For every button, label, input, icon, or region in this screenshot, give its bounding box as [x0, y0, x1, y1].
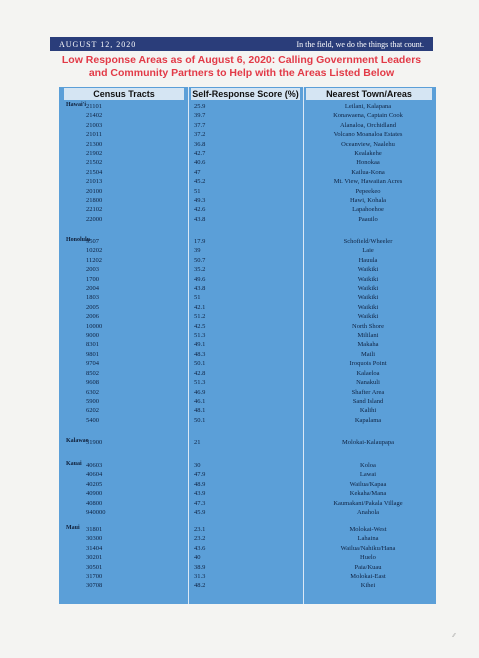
town-cell: Hauula: [358, 256, 378, 264]
tracts-column: [86, 438, 102, 447]
town-cell: Iroquois Point: [349, 360, 387, 368]
town-cell: Volcano Moanaloa Estates: [333, 131, 403, 139]
score-cell: 43.8: [194, 215, 206, 223]
town-cell: Molokai-West: [349, 526, 387, 533]
scores-column: [194, 438, 201, 447]
tract-cell: 9507: [86, 238, 99, 245]
tract-cell: 31404: [86, 544, 103, 552]
town-cell: Oceanview, Naalehu: [341, 140, 395, 148]
tract-cell: 30501: [86, 563, 103, 571]
score-cell: 45.9: [194, 509, 206, 517]
tract-cell: 2004: [86, 285, 99, 293]
score-cell: 43.9: [194, 490, 206, 498]
banner-date: AUGUST 12, 2020: [59, 39, 137, 49]
tract-cell: 9000: [86, 332, 99, 340]
towns-column: [306, 525, 430, 591]
header-census-tracts: Census Tracts: [64, 88, 184, 100]
header-self-response-score: Self-Response Score (%): [192, 89, 299, 99]
town-cell: Waikiki: [357, 313, 379, 321]
column-divider: [188, 87, 189, 604]
town-cell: Paauilo: [358, 215, 378, 223]
town-cell: Kailua-Kona: [351, 168, 385, 176]
column-divider: [303, 87, 304, 604]
score-cell: 50.7: [194, 256, 206, 264]
town-cell: Lawai: [359, 471, 377, 479]
tract-cell: 21101: [86, 103, 103, 110]
score-cell: 39: [194, 247, 201, 255]
tract-cell: 31801: [86, 526, 103, 533]
tract-cell: 2006: [86, 313, 99, 321]
score-cell: 37.2: [194, 131, 206, 139]
tract-cell: 21800: [86, 197, 103, 205]
town-cell: Huelo: [360, 554, 376, 562]
town-cell: Kaumakani/Pakala Village: [333, 499, 403, 507]
tract-cell: 40603: [86, 462, 103, 469]
town-cell: Pepeekeo: [355, 187, 381, 195]
tract-cell: 40604: [86, 471, 103, 479]
town-cell: Kapalama: [354, 416, 382, 424]
score-cell: 23.1: [194, 526, 206, 533]
county-label: Kauai: [66, 461, 82, 467]
tracts-column: [86, 525, 102, 591]
score-cell: 46.9: [194, 388, 206, 396]
town-cell: Kihei: [360, 582, 376, 590]
town-cell: Waikiki: [357, 275, 379, 283]
tract-cell: 9801: [86, 350, 99, 358]
town-cell: Nanakuli: [356, 379, 380, 387]
score-cell: 47.3: [194, 499, 206, 507]
score-cell: 48.1: [194, 407, 206, 415]
tract-cell: 21902: [86, 150, 103, 158]
tract-cell: 9704: [86, 360, 99, 368]
town-cell: Kekaha/Mana: [349, 490, 387, 498]
town-cell: Lapahoehoe: [352, 206, 384, 214]
score-cell: 50.1: [194, 416, 206, 424]
tract-cell: 10000: [86, 322, 103, 330]
tract-cell: 5900: [86, 397, 99, 405]
county-label: Maui: [66, 525, 80, 531]
tract-cell: 30300: [86, 535, 103, 543]
town-cell: Paia/Kuau: [354, 563, 382, 571]
tract-cell: 2005: [86, 303, 99, 311]
tract-cell: 1803: [86, 294, 99, 302]
tract-cell: 21502: [86, 159, 103, 167]
score-cell: 50.1: [194, 360, 206, 368]
tract-cell: 9608: [86, 379, 99, 387]
score-cell: 48.2: [194, 582, 206, 590]
score-cell: 42.1: [194, 303, 206, 311]
town-cell: Makaha: [357, 341, 379, 349]
score-cell: 51: [194, 294, 201, 302]
score-cell: 49.6: [194, 275, 206, 283]
score-cell: 40: [194, 554, 201, 562]
score-cell: 46.1: [194, 397, 206, 405]
score-cell: 35.2: [194, 266, 206, 274]
score-cell: 48.3: [194, 350, 206, 358]
score-cell: 39.7: [194, 112, 206, 120]
score-cell: 42.6: [194, 206, 206, 214]
tract-cell: 40900: [86, 490, 103, 498]
tract-cell: 40800: [86, 499, 103, 507]
town-cell: Molokai-Kalaupapa: [342, 439, 394, 446]
town-cell: North Shore: [352, 322, 384, 330]
town-cell: Maili: [360, 350, 376, 358]
town-cell: Schofield/Wheeler: [343, 238, 393, 245]
town-cell: Kalaeloa: [356, 369, 380, 377]
header-nearest-town: Nearest Town/Areas: [306, 88, 432, 100]
score-cell: 23.2: [194, 535, 206, 543]
score-cell: 43.6: [194, 544, 206, 552]
score-cell: 42.8: [194, 369, 206, 377]
county-label: Kalawao: [66, 438, 89, 444]
score-cell: 45.2: [194, 178, 206, 186]
towns-column: [306, 237, 430, 425]
scores-column: [194, 525, 205, 591]
town-cell: Honokaa: [356, 159, 380, 167]
town-cell: Konawaena, Captain Cook: [333, 112, 403, 120]
tract-cell: 20100: [86, 187, 103, 195]
town-cell: Kealakehe: [354, 150, 382, 158]
town-cell: Kalihi: [359, 407, 377, 415]
score-cell: 49.3: [194, 197, 206, 205]
score-cell: 38.9: [194, 563, 206, 571]
score-cell: 42.7: [194, 150, 206, 158]
tract-cell: 940000: [86, 509, 106, 517]
score-cell: 47: [194, 168, 201, 176]
score-cell: 43.8: [194, 285, 206, 293]
towns-column: [306, 461, 430, 517]
tract-cell: 21504: [86, 168, 103, 176]
tract-cell: 21011: [86, 131, 103, 139]
title-line-2: and Community Partners to Help with the Areas Listed Below: [88, 67, 395, 79]
town-cell: Leilani, Kalapana: [344, 103, 392, 110]
score-cell: 51.2: [194, 313, 206, 321]
tract-cell: 11202: [86, 256, 103, 264]
tracts-column: [86, 237, 102, 425]
scores-column: [194, 237, 205, 425]
county-label: Honolulu: [66, 237, 91, 243]
town-cell: Mt. View, Hawaiian Acres: [333, 178, 403, 186]
score-cell: 48.9: [194, 480, 206, 488]
tract-cell: 5400: [86, 416, 99, 424]
tract-cell: 22000: [86, 215, 103, 223]
tract-cell: 21402: [86, 112, 103, 120]
towns-column: [306, 102, 430, 224]
town-cell: Wailua/Kapaa: [349, 480, 387, 488]
tract-cell: 10202: [86, 247, 103, 255]
score-cell: 17.9: [194, 238, 206, 245]
score-cell: 31.3: [194, 573, 206, 581]
town-cell: Waikiki: [357, 294, 379, 302]
town-cell: Molokai-East: [350, 573, 386, 581]
score-cell: 30: [194, 462, 201, 469]
score-cell: 25.9: [194, 103, 206, 110]
tract-cell: 22102: [86, 206, 103, 214]
town-cell: Alanaloa, Orchidland: [340, 121, 396, 129]
tract-cell: 6302: [86, 388, 99, 396]
score-cell: 51.3: [194, 332, 206, 340]
score-cell: 51: [194, 187, 201, 195]
scores-column: [194, 461, 205, 517]
town-cell: Sand Island: [352, 397, 384, 405]
town-cell: Anahola: [356, 509, 380, 517]
score-cell: 36.8: [194, 140, 206, 148]
title-line-1: Low Response Areas as of August 6, 2020: Calling Government Leaders: [61, 54, 422, 66]
town-cell: Wailua/Nahiku/Hana: [340, 544, 396, 552]
town-cell: Koloa: [360, 462, 376, 469]
score-cell: 51.3: [194, 379, 206, 387]
score-cell: 21: [194, 439, 201, 446]
tract-cell: 6202: [86, 407, 99, 415]
tract-cell: 30708: [86, 582, 103, 590]
banner-tagline: In the field, we do the things that count.: [296, 39, 424, 49]
tract-cell: 8502: [86, 369, 99, 377]
score-cell: 40.6: [194, 159, 206, 167]
town-cell: Waikiki: [357, 303, 379, 311]
town-cell: Laie: [362, 247, 374, 255]
tract-cell: 8301: [86, 341, 99, 349]
tract-cell: 40205: [86, 480, 103, 488]
page-corner-mark: ⁄⁄: [453, 633, 456, 639]
town-cell: Waikiki: [357, 285, 379, 293]
tract-cell: 30201: [86, 554, 103, 562]
town-cell: Lahaina: [357, 535, 379, 543]
county-label: Hawai'i: [66, 102, 87, 108]
tracts-column: [86, 461, 106, 517]
town-cell: Hawi, Kohala: [349, 197, 387, 205]
tracts-column: [86, 102, 102, 224]
towns-column: [306, 438, 430, 447]
tract-cell: 1700: [86, 275, 99, 283]
score-cell: 47.9: [194, 471, 206, 479]
town-cell: Shafter Area: [351, 388, 385, 396]
tract-cell: 21013: [86, 178, 103, 186]
score-cell: 49.1: [194, 341, 206, 349]
tract-cell: 31700: [86, 573, 103, 581]
tract-cell: 21003: [86, 121, 103, 129]
tract-cell: 21300: [86, 140, 103, 148]
town-cell: Waikiki: [357, 266, 379, 274]
score-cell: 37.7: [194, 121, 206, 129]
town-cell: Mililani: [357, 332, 379, 340]
score-cell: 42.5: [194, 322, 206, 330]
scores-column: [194, 102, 205, 224]
header-banner: [50, 37, 433, 51]
tract-cell: 2003: [86, 266, 99, 274]
tract-cell: 31900: [86, 439, 103, 446]
page-title: [52, 54, 431, 80]
